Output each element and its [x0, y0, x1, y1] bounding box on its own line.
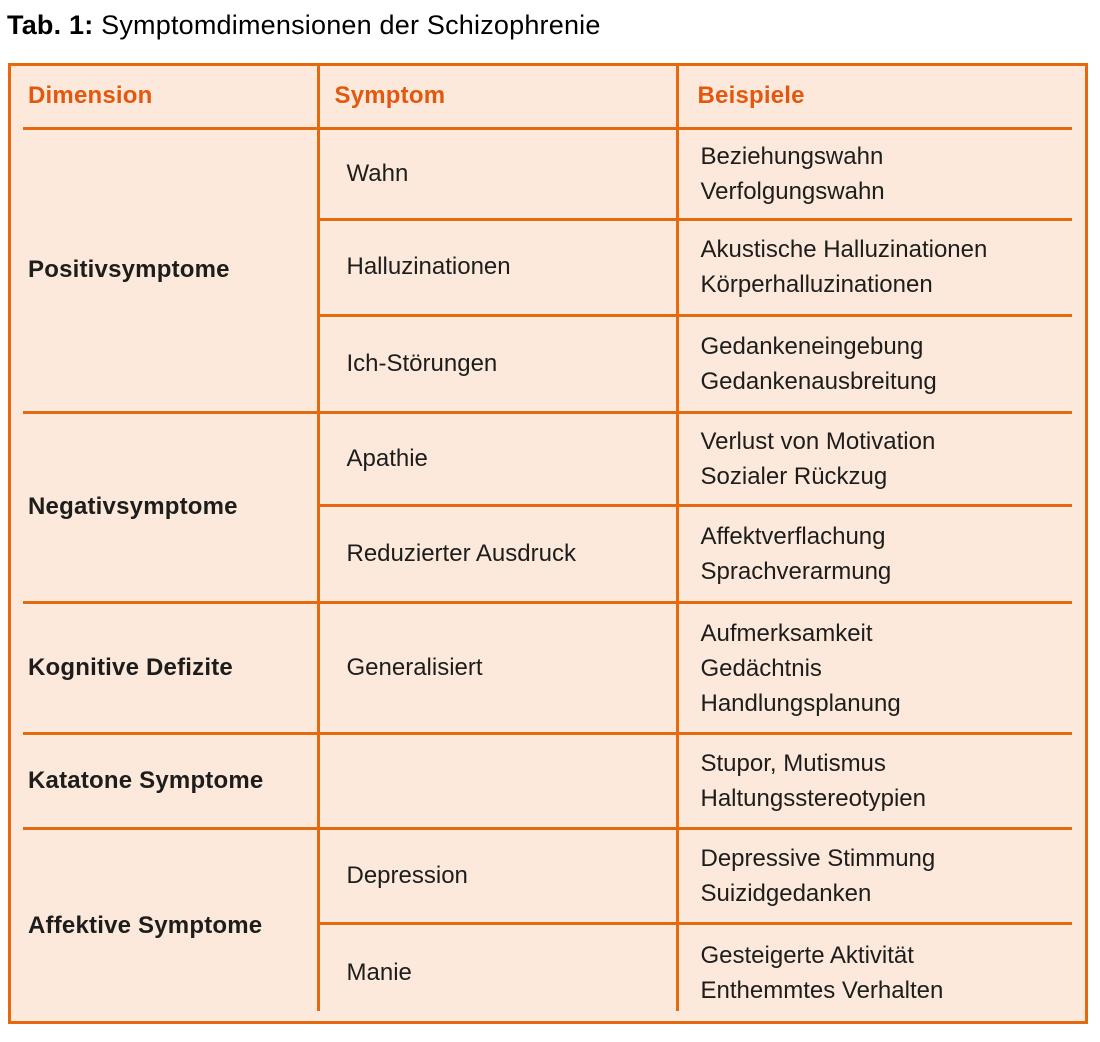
example-line: Depressive Stimmung: [700, 845, 936, 873]
symptom-cell: Depression: [318, 829, 677, 924]
column-header-beispiele: Beispiele: [677, 66, 1085, 128]
example-line: Aufmerksamkeit: [700, 619, 873, 647]
symptom-cell: Halluzinationen: [318, 219, 677, 315]
table-row: [11, 128, 1085, 219]
example-line: Gedankeneingebung: [700, 332, 924, 360]
dimension-cell: Affektive Symptome: [11, 829, 318, 1021]
dimension-cell: Katatone Symptome: [11, 734, 318, 829]
example-line: Gesteigerte Aktivität: [700, 942, 914, 970]
dimension-cell: Negativsymptome: [11, 412, 318, 602]
table-caption-text: Symptomdimensionen der Schizophrenie: [101, 10, 601, 40]
example-line: Stupor, Mutismus: [700, 750, 886, 778]
symptom-cell-empty: [318, 734, 677, 829]
examples-cell: [677, 734, 1085, 829]
symptom-table: [8, 63, 1088, 1024]
examples-cell: [677, 128, 1085, 219]
table-row: [11, 829, 1085, 924]
symptom-cell: Reduzierter Ausdruck: [318, 505, 677, 602]
table-caption-number: Tab. 1:: [7, 10, 94, 40]
column-header-dimension: Dimension: [11, 66, 318, 128]
column-header-symptom: Symptom: [318, 66, 677, 128]
example-line: Affektverflachung: [700, 522, 886, 550]
examples-cell: [677, 412, 1085, 505]
example-line: Gedächtnis: [700, 654, 822, 682]
symptom-cell: Apathie: [318, 412, 677, 505]
example-line: Beziehungswahn: [700, 142, 884, 170]
example-line: Akustische Halluzinationen: [700, 236, 988, 264]
symptom-cell: Generalisiert: [318, 603, 677, 734]
example-line: Enthemmtes Verhalten: [700, 977, 944, 1005]
header-row: [11, 66, 1085, 128]
symptom-cell: Manie: [318, 924, 677, 1021]
examples-cell: [677, 219, 1085, 315]
example-line: Gedankenausbreitung: [700, 367, 937, 395]
example-line: Körperhalluzinationen: [700, 271, 933, 299]
symptom-dimensions-table: [11, 66, 1085, 1021]
examples-cell: [677, 505, 1085, 602]
example-line: Sprachverarmung: [700, 557, 892, 585]
table-row: [11, 734, 1085, 829]
examples-cell: [677, 603, 1085, 734]
example-line: Haltungsstereotypien: [700, 785, 926, 813]
example-line: Sozialer Rückzug: [700, 462, 888, 490]
symptom-cell: Wahn: [318, 128, 677, 219]
table-row: [11, 412, 1085, 505]
dimension-cell: Kognitive Defizite: [11, 603, 318, 734]
symptom-cell: Ich-Störungen: [318, 315, 677, 412]
example-line: Verfolgungswahn: [700, 177, 885, 205]
table-caption: [7, 10, 601, 41]
examples-cell: [677, 829, 1085, 924]
example-line: Suizidgedanken: [700, 880, 872, 908]
examples-cell: [677, 924, 1085, 1021]
examples-cell: [677, 315, 1085, 412]
dimension-cell: Positivsymptome: [11, 128, 318, 412]
example-line: Handlungsplanung: [700, 689, 901, 717]
table-row: [11, 603, 1085, 734]
example-line: Verlust von Motivation: [700, 427, 936, 455]
